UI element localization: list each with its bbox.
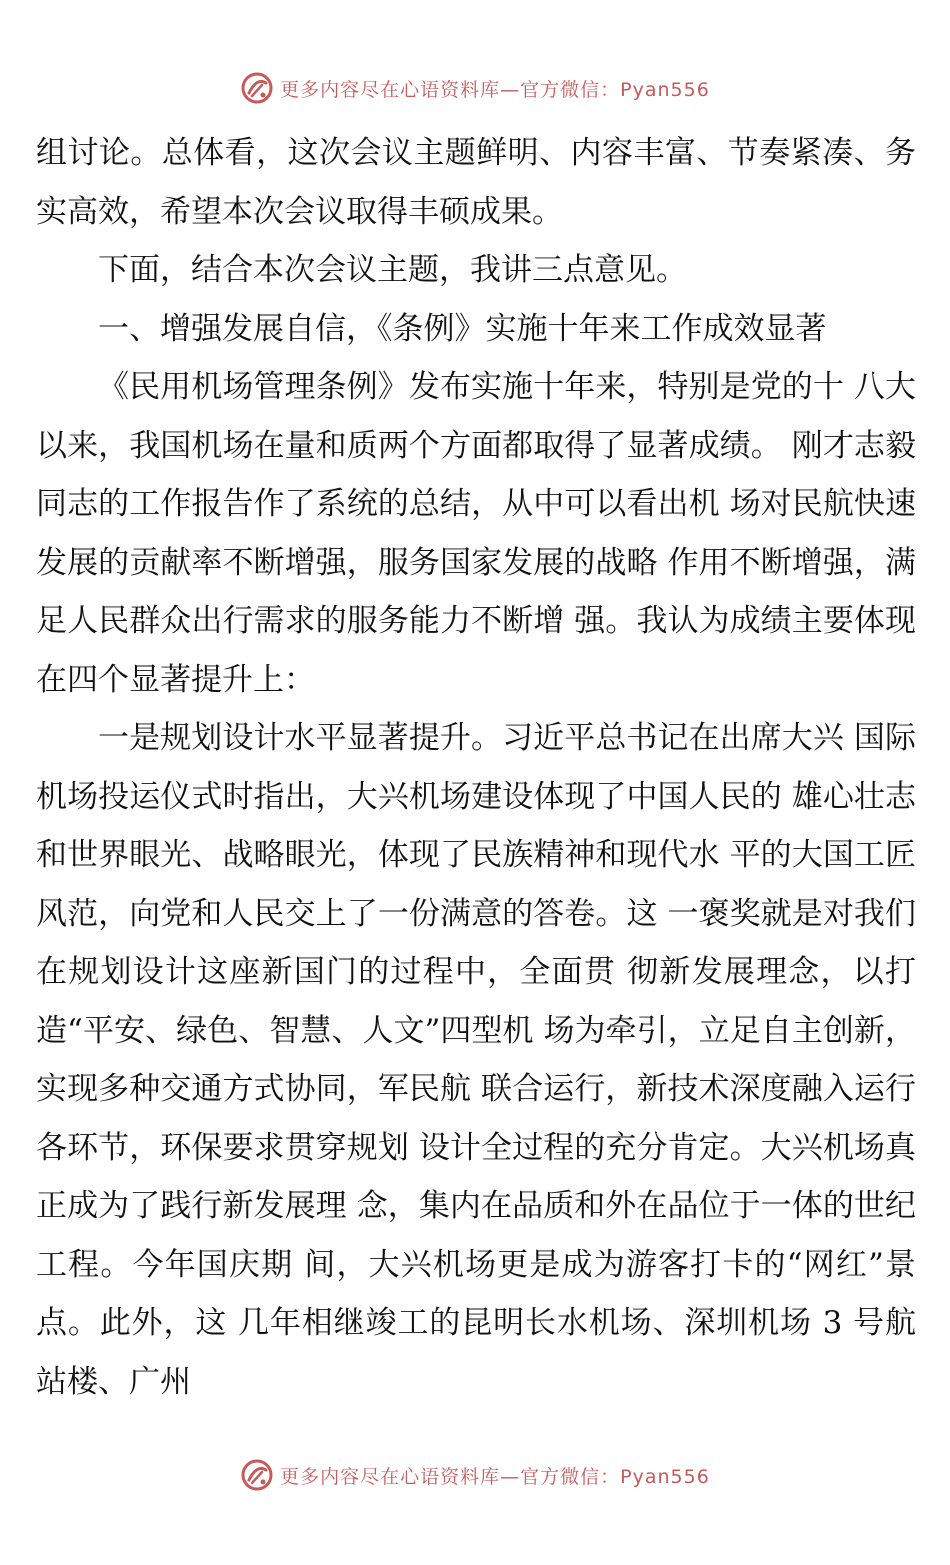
watermark-text: 更多内容尽在心语资料库—官方微信：Pyan556 [280, 1465, 710, 1488]
footer-watermark [0, 1455, 950, 1495]
brand-logo-icon [240, 1458, 274, 1492]
paragraph-2: 下面，结合本次会议主题，我讲三点意见。 [98, 252, 687, 288]
header-watermark [0, 68, 950, 108]
paragraph-1: 组讨论。总体看，这次会议主题鲜明、内容丰富、节奏紧凑、务实高效，希望本次会议取得丰硕成果。 [36, 135, 916, 230]
document-body [36, 124, 916, 1411]
paragraph-4: 一是规划设计水平显著提升。习近平总书记在出席大兴 国际机场投运仪式时指出，大兴机场建设体现了中国人民的 雄心壮志和世界眼光、战略眼光，体现了民族精神和现代水 平的大国工匠风范，向党和人民交上了一份满意的答卷。这 一褒奖就是对我们在规划设计这座新国门的过程中，全面贯 彻新发展理念，以打造“平安、绿色、智慧、人文”四型机 场为牵引，立足自主创新，实现多种交通方式协同，军民航 联合运行，新技术深度融入运行各环节，环保要求贯穿规划 设计全过程的充分肯定。大兴机场真正成为了践行新发展理 念，集内在品质和外在品位于一体的世纪工程。今年国庆期 间，大兴机场更是成为游客打卡的“网红”景点。此外，这 几年相继竣工的昆明长水机场、深圳机场 3 号航站楼、广州 [36, 720, 916, 1400]
paragraph-3: 《民用机场管理条例》发布实施十年来，特别是党的十 八大以来，我国机场在量和质两个方面都取得了显著成绩。 刚才志毅同志的工作报告作了系统的总结，从中可以看出机 场对民航快速发展的贡献率不断增强，服务国家发展的战略 作用不断增强，满足人民群众出行需求的服务能力不断增 强。我认为成绩主要体现在四个显著提升上： [36, 369, 916, 698]
section-heading-1: 一、增强发展自信，《条例》实施十年来工作成效显著 [98, 310, 827, 347]
watermark-text: 更多内容尽在心语资料库—官方微信：Pyan556 [280, 78, 710, 101]
brand-logo-icon [240, 71, 274, 105]
